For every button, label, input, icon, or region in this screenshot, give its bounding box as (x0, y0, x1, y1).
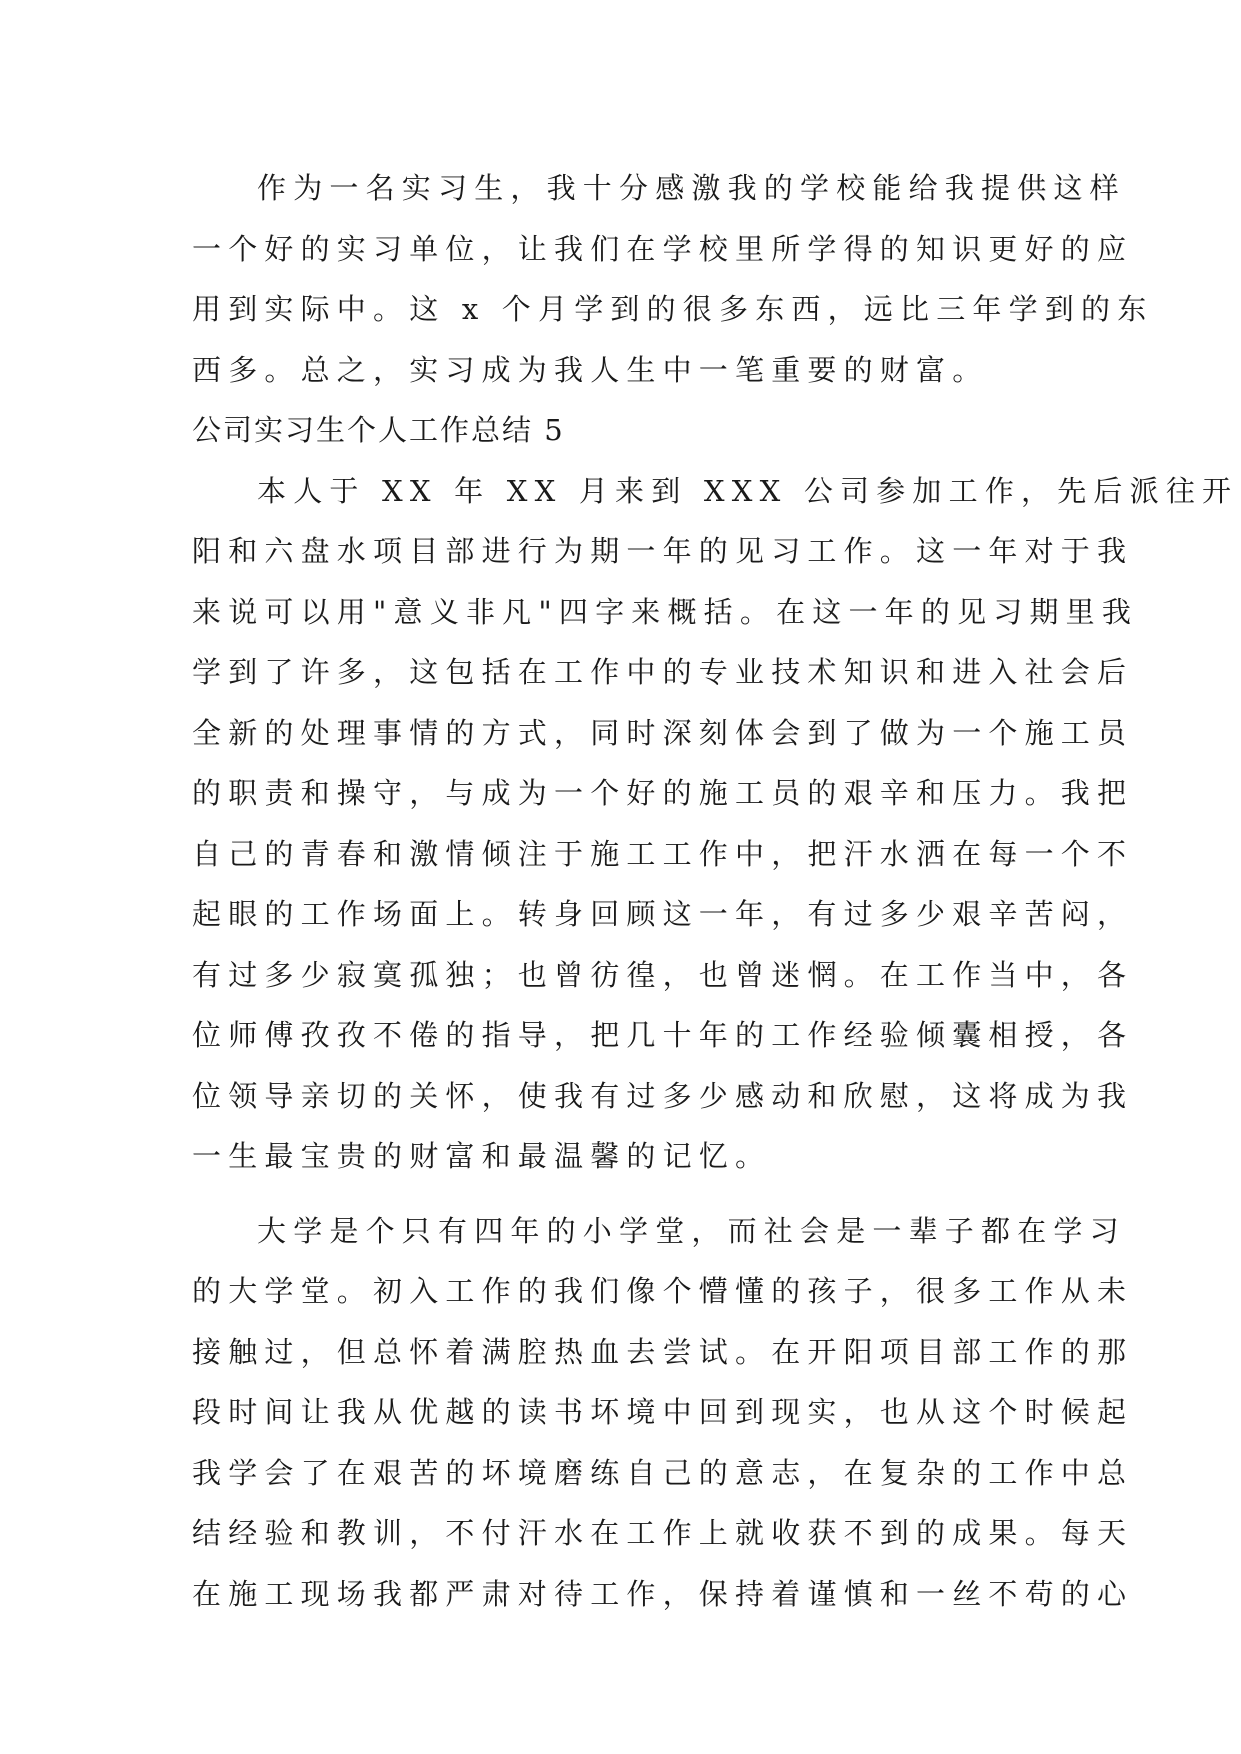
paragraph-body-2 (192, 1201, 1134, 1625)
text-line: 全新的处理事情的方式，同时深刻体会到了做为一个施工员 (192, 715, 1134, 750)
text-line: 自己的青春和激情倾注于施工工作中，把汗水洒在每一个不 (192, 836, 1134, 871)
text-line: 学到了许多，这包括在工作中的专业技术知识和进入社会后 (192, 655, 1134, 689)
text-line: 的职责和操守，与成为一个好的施工员的艰辛和压力。我把 (192, 776, 1134, 810)
text-line: 位师傅孜孜不倦的指导，把几十年的工作经验倾囊相授，各 (192, 1018, 1134, 1052)
text-line: 用到实际中。这 x 个月学到的很多东西，远比三年学到的东 (192, 292, 1154, 326)
text-line: 西多。总之，实习成为我人生中一笔重要的财富。 (192, 352, 989, 387)
text-line: 起眼的工作场面上。转身回顾这一年，有过多少艰辛苦闷， (192, 897, 1134, 931)
text-line: 来说可以用"意义非凡"四字来概括。在这一年的见习期里我 (192, 594, 1139, 629)
paragraph-intro (192, 158, 1154, 400)
text-line: 结经验和教训，不付汗水在工作上就收获不到的成果。每天 (192, 1516, 1134, 1550)
section-heading: 公司实习生个人工作总结 5 (192, 413, 565, 447)
text-line: 段时间让我从优越的读书坏境中回到现实，也从这个时候起 (192, 1395, 1134, 1429)
text-line: 我学会了在艰苦的坏境磨练自己的意志，在复杂的工作中总 (192, 1455, 1134, 1490)
text-line: 一个好的实习单位，让我们在学校里所学得的知识更好的应 (192, 231, 1134, 266)
text-line: 有过多少寂寞孤独；也曾彷徨，也曾迷惘。在工作当中，各 (192, 957, 1134, 992)
text-line: 阳和六盘水项目部进行为期一年的见习工作。这一年对于我 (192, 534, 1134, 568)
text-line: 的大学堂。初入工作的我们像个懵懂的孩子，很多工作从未 (192, 1274, 1134, 1308)
text-line: 大学是个只有四年的小学堂，而社会是一辈子都在学习 (257, 1213, 1126, 1248)
text-line: 位领导亲切的关怀，使我有过多少感动和欣慰，这将成为我 (192, 1078, 1134, 1113)
text-line: 在施工现场我都严肃对待工作，保持着谨慎和一丝不苟的心 (192, 1576, 1134, 1611)
text-line: 本人于 XX 年 XX 月来到 XXX 公司参加工作，先后派往开 (257, 473, 1239, 508)
document-body (192, 158, 1239, 1624)
text-line: 接触过，但总怀着满腔热血去尝试。在开阳项目部工作的那 (192, 1334, 1134, 1369)
text-line: 作为一名实习生，我十分感激我的学校能给我提供这样 (257, 171, 1126, 205)
text-line: 一生最宝贵的财富和最温馨的记忆。 (192, 1139, 772, 1173)
paragraph-gap (192, 1187, 1052, 1201)
paragraph-body-1 (192, 461, 1239, 1187)
